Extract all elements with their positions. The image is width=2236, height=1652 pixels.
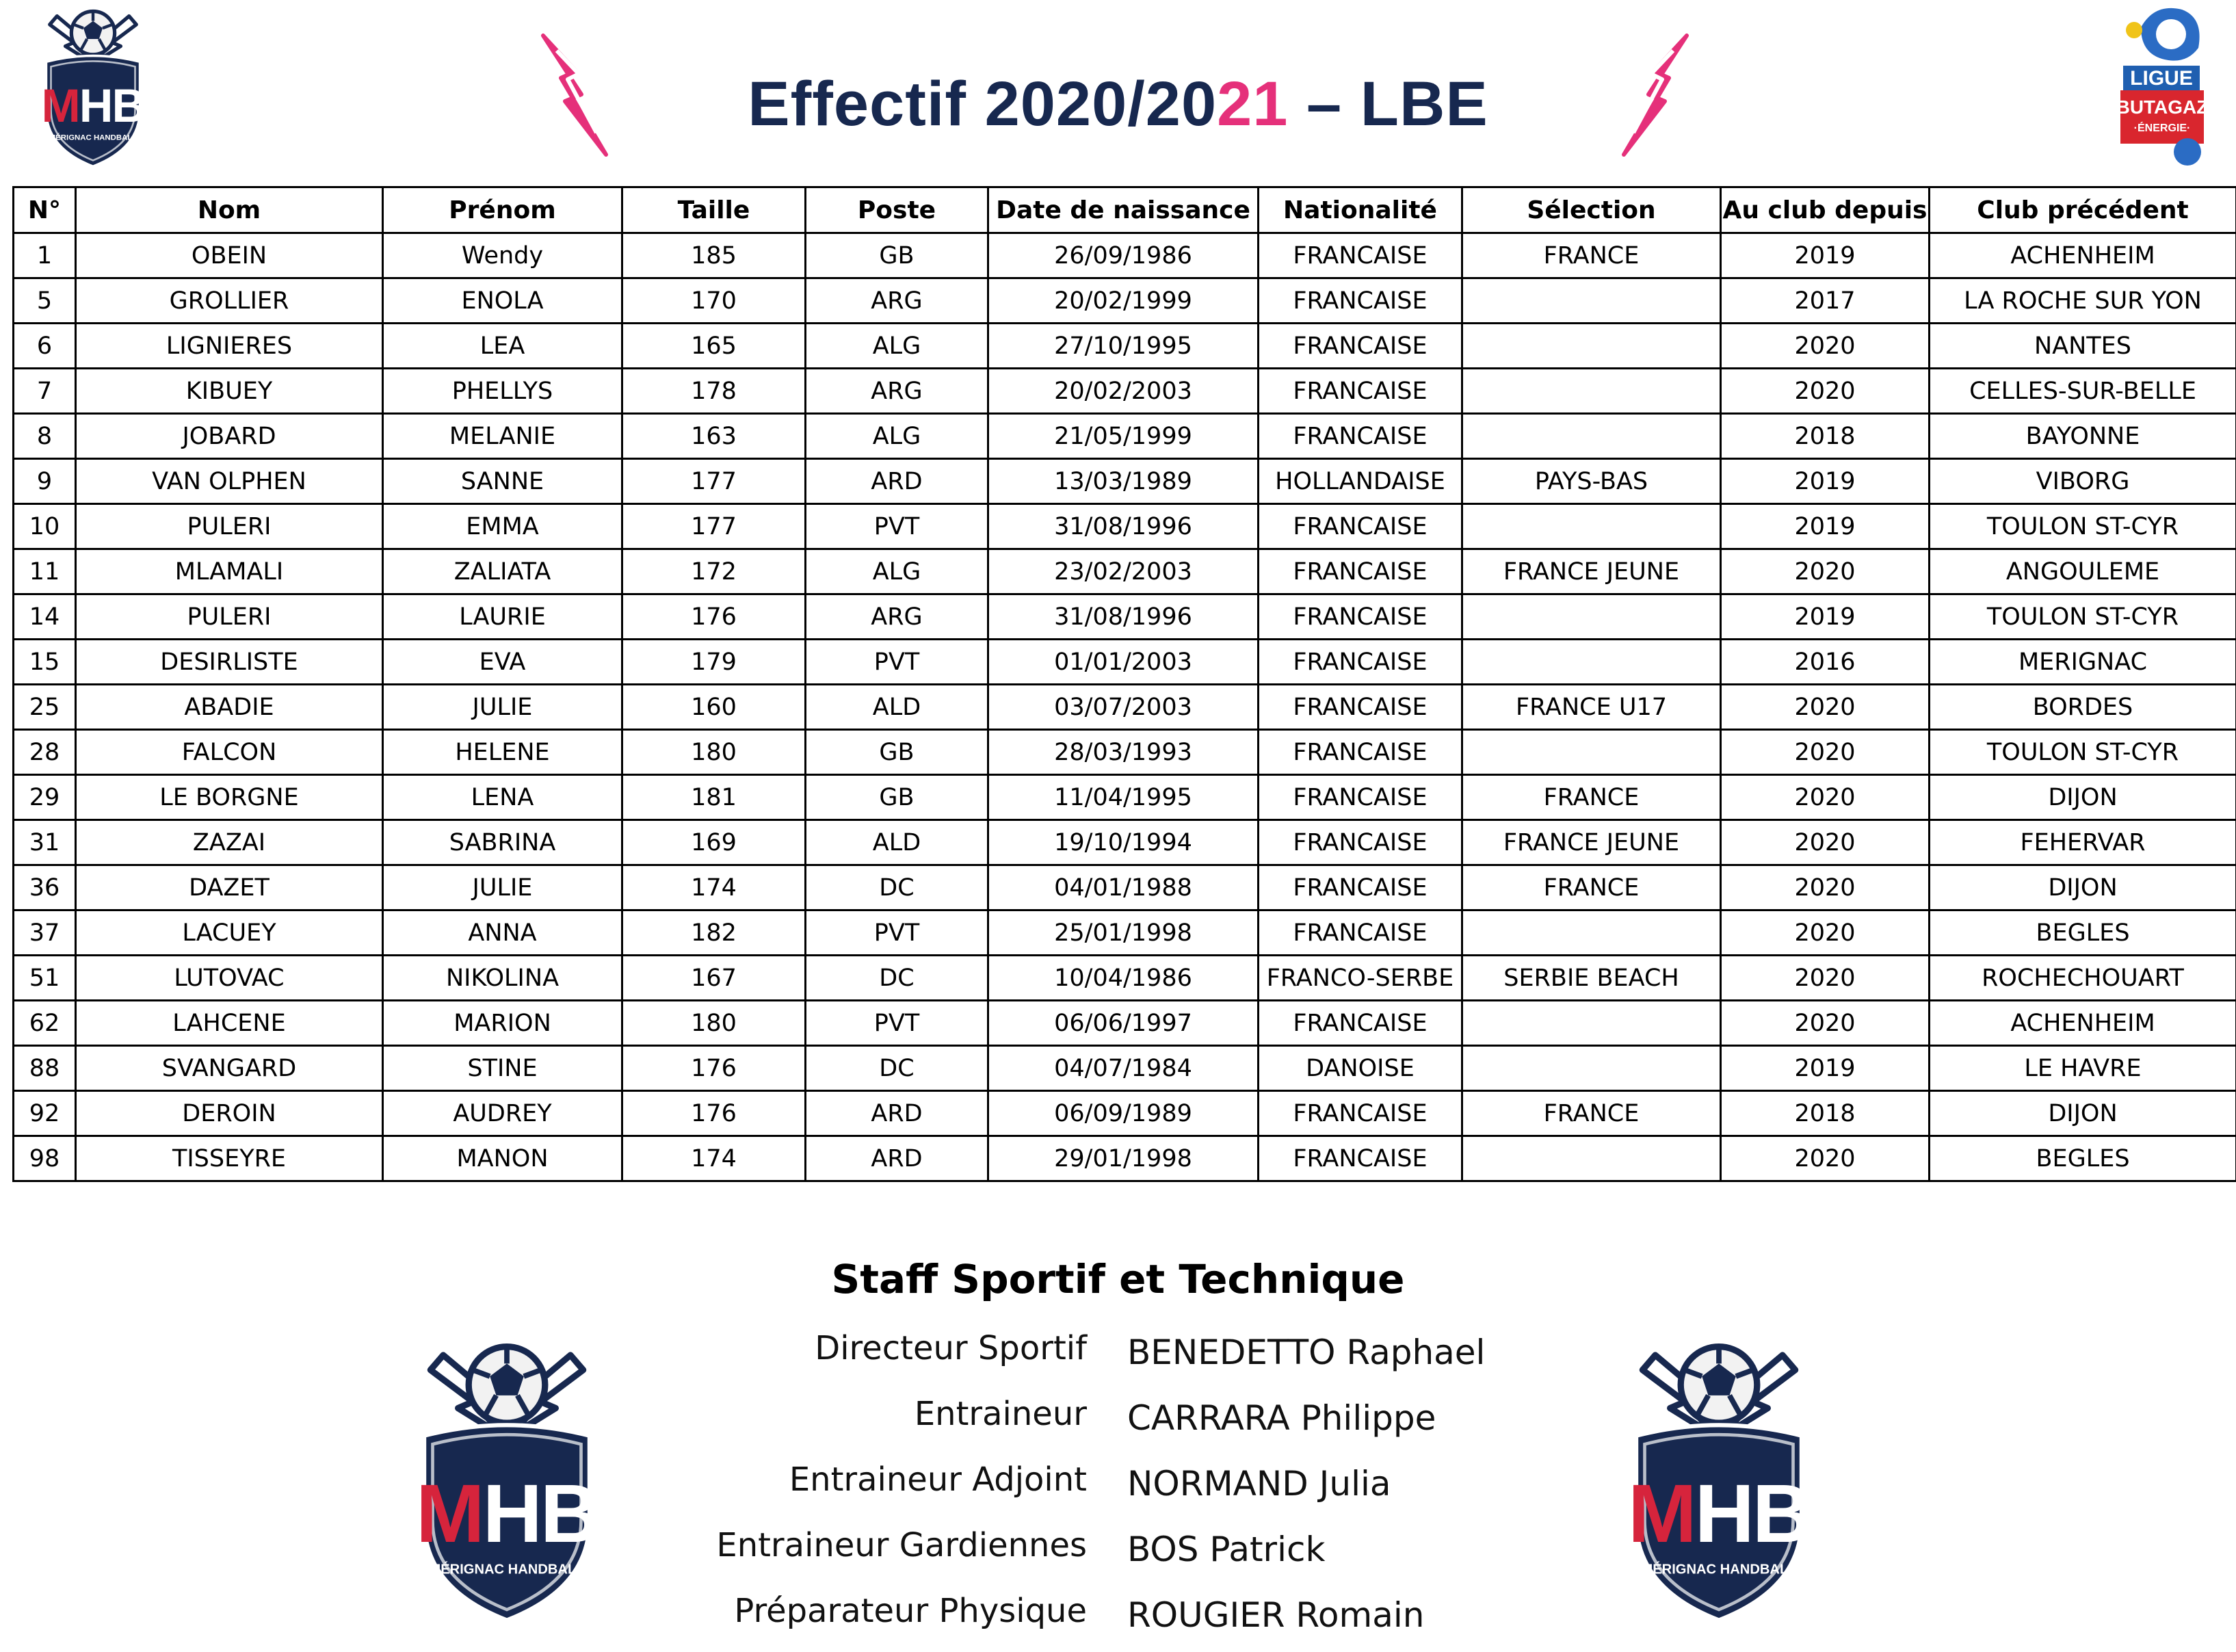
table-row <box>14 640 2236 685</box>
cell-nom: DESIRLISTE <box>76 640 383 685</box>
cell-club-precedent: ACHENHEIM <box>1930 1001 2236 1046</box>
cell-club-precedent: DIJON <box>1930 1091 2236 1136</box>
cell-nom: DEROIN <box>76 1091 383 1136</box>
cell-poste: DC <box>806 865 988 910</box>
cell-au-club-depuis: 2020 <box>1721 820 1930 865</box>
table-row <box>14 414 2236 459</box>
staff-name-1: BENEDETTO Raphael <box>1127 1333 1486 1372</box>
cell-date-naissance: 29/01/1998 <box>988 1136 1259 1181</box>
cell-au-club-depuis: 2020 <box>1721 549 1930 594</box>
cell-number: 7 <box>14 369 76 414</box>
column-header-nationalite: Nationalité <box>1259 187 1462 233</box>
cell-club-precedent: BAYONNE <box>1930 414 2236 459</box>
cell-au-club-depuis: 2020 <box>1721 369 1930 414</box>
cell-nom: LIGNIERES <box>76 324 383 369</box>
cell-au-club-depuis: 2020 <box>1721 956 1930 1001</box>
cell-nationalite: FRANCAISE <box>1259 504 1462 549</box>
cell-prenom: EVA <box>383 640 622 685</box>
table-row <box>14 865 2236 910</box>
cell-club-precedent: ACHENHEIM <box>1930 233 2236 278</box>
cell-prenom: NIKOLINA <box>383 956 622 1001</box>
staff-name-3: NORMAND Julia <box>1127 1464 1391 1504</box>
cell-au-club-depuis: 2020 <box>1721 324 1930 369</box>
cell-date-naissance: 31/08/1996 <box>988 504 1259 549</box>
cell-nom: TISSEYRE <box>76 1136 383 1181</box>
cell-selection: FRANCE <box>1462 1091 1721 1136</box>
cell-club-precedent: TOULON ST-CYR <box>1930 730 2236 775</box>
cell-number: 29 <box>14 775 76 820</box>
cell-date-naissance: 25/01/1998 <box>988 910 1259 956</box>
cell-number: 31 <box>14 820 76 865</box>
column-header-date-naissance: Date de naissance <box>988 187 1259 233</box>
cell-selection: PAYS-BAS <box>1462 459 1721 504</box>
cell-nationalite: FRANCAISE <box>1259 640 1462 685</box>
cell-selection: SERBIE BEACH <box>1462 956 1721 1001</box>
cell-taille: 170 <box>622 278 806 324</box>
cell-nationalite: DANOISE <box>1259 1046 1462 1091</box>
cell-selection: FRANCE <box>1462 775 1721 820</box>
cell-poste: ARG <box>806 278 988 324</box>
cell-au-club-depuis: 2016 <box>1721 640 1930 685</box>
cell-prenom: ANNA <box>383 910 622 956</box>
cell-date-naissance: 13/03/1989 <box>988 459 1259 504</box>
cell-number: 37 <box>14 910 76 956</box>
cell-selection <box>1462 504 1721 549</box>
column-header-nom: Nom <box>76 187 383 233</box>
cell-taille: 179 <box>622 640 806 685</box>
cell-prenom: MARION <box>383 1001 622 1046</box>
cell-nom: VAN OLPHEN <box>76 459 383 504</box>
cell-date-naissance: 01/01/2003 <box>988 640 1259 685</box>
cell-selection: FRANCE <box>1462 865 1721 910</box>
cell-club-precedent: ROCHECHOUART <box>1930 956 2236 1001</box>
cell-prenom: LENA <box>383 775 622 820</box>
cell-nationalite: FRANCAISE <box>1259 414 1462 459</box>
cell-number: 11 <box>14 549 76 594</box>
table-row <box>14 820 2236 865</box>
cell-nom: KIBUEY <box>76 369 383 414</box>
cell-nationalite: FRANCAISE <box>1259 1001 1462 1046</box>
table-row <box>14 324 2236 369</box>
cell-poste: GB <box>806 730 988 775</box>
cell-nom: LUTOVAC <box>76 956 383 1001</box>
cell-date-naissance: 04/01/1988 <box>988 865 1259 910</box>
cell-nom: PULERI <box>76 504 383 549</box>
table-header-row <box>14 187 2236 233</box>
cell-poste: PVT <box>806 1001 988 1046</box>
staff-role-5: Préparateur Physique <box>734 1592 1087 1630</box>
cell-number: 5 <box>14 278 76 324</box>
cell-nationalite: FRANCAISE <box>1259 278 1462 324</box>
cell-club-precedent: CELLES-SUR-BELLE <box>1930 369 2236 414</box>
cell-nationalite: FRANCAISE <box>1259 820 1462 865</box>
table-row <box>14 369 2236 414</box>
cell-prenom: ENOLA <box>383 278 622 324</box>
cell-au-club-depuis: 2020 <box>1721 1001 1930 1046</box>
cell-prenom: LAURIE <box>383 594 622 640</box>
cell-selection <box>1462 369 1721 414</box>
cell-selection <box>1462 278 1721 324</box>
cell-poste: DC <box>806 956 988 1001</box>
table-row <box>14 1091 2236 1136</box>
cell-club-precedent: VIBORG <box>1930 459 2236 504</box>
cell-poste: ARG <box>806 594 988 640</box>
cell-date-naissance: 31/08/1996 <box>988 594 1259 640</box>
cell-au-club-depuis: 2020 <box>1721 685 1930 730</box>
cell-club-precedent: NANTES <box>1930 324 2236 369</box>
cell-number: 15 <box>14 640 76 685</box>
cell-poste: ALD <box>806 685 988 730</box>
cell-date-naissance: 20/02/2003 <box>988 369 1259 414</box>
cell-date-naissance: 19/10/1994 <box>988 820 1259 865</box>
cell-prenom: SANNE <box>383 459 622 504</box>
cell-number: 14 <box>14 594 76 640</box>
table-row <box>14 504 2236 549</box>
cell-number: 25 <box>14 685 76 730</box>
cell-poste: ALD <box>806 820 988 865</box>
cell-au-club-depuis: 2020 <box>1721 1136 1930 1181</box>
cell-nationalite: FRANCAISE <box>1259 233 1462 278</box>
roster-table <box>12 186 2236 1182</box>
cell-selection <box>1462 730 1721 775</box>
cell-poste: ARD <box>806 1091 988 1136</box>
mhb-logo-bottom-right-icon <box>1613 1334 1825 1631</box>
table-row <box>14 594 2236 640</box>
cell-nom: LE BORGNE <box>76 775 383 820</box>
cell-number: 88 <box>14 1046 76 1091</box>
cell-nom: OBEIN <box>76 233 383 278</box>
cell-club-precedent: MERIGNAC <box>1930 640 2236 685</box>
staff-title: Staff Sportif et Technique <box>831 1256 1405 1302</box>
cell-number: 10 <box>14 504 76 549</box>
table-row <box>14 1136 2236 1181</box>
column-header-poste: Poste <box>806 187 988 233</box>
cell-nationalite: FRANCAISE <box>1259 775 1462 820</box>
cell-poste: ARD <box>806 459 988 504</box>
mhb-logo-bottom-left-icon <box>401 1334 613 1631</box>
cell-prenom: Wendy <box>383 233 622 278</box>
cell-date-naissance: 03/07/2003 <box>988 685 1259 730</box>
lightning-bolt-icon <box>1614 30 1696 160</box>
cell-nom: JOBARD <box>76 414 383 459</box>
cell-nationalite: FRANCAISE <box>1259 369 1462 414</box>
cell-prenom: AUDREY <box>383 1091 622 1136</box>
cell-taille: 178 <box>622 369 806 414</box>
cell-selection <box>1462 324 1721 369</box>
cell-taille: 169 <box>622 820 806 865</box>
cell-taille: 177 <box>622 459 806 504</box>
cell-date-naissance: 23/02/2003 <box>988 549 1259 594</box>
cell-au-club-depuis: 2019 <box>1721 1046 1930 1091</box>
cell-date-naissance: 06/09/1989 <box>988 1091 1259 1136</box>
cell-au-club-depuis: 2018 <box>1721 1091 1930 1136</box>
cell-taille: 174 <box>622 865 806 910</box>
staff-role-4: Entraineur Gardiennes <box>716 1526 1087 1564</box>
column-header-prenom: Prénom <box>383 187 622 233</box>
cell-taille: 176 <box>622 594 806 640</box>
column-header-taille: Taille <box>622 187 806 233</box>
cell-taille: 176 <box>622 1046 806 1091</box>
cell-taille: 182 <box>622 910 806 956</box>
cell-selection <box>1462 640 1721 685</box>
cell-poste: PVT <box>806 504 988 549</box>
svg-text:·ÉNERGIE·: ·ÉNERGIE· <box>2133 122 2191 134</box>
cell-club-precedent: FEHERVAR <box>1930 820 2236 865</box>
cell-number: 6 <box>14 324 76 369</box>
cell-nationalite: FRANCAISE <box>1259 910 1462 956</box>
cell-poste: ALG <box>806 324 988 369</box>
cell-nationalite: FRANCAISE <box>1259 685 1462 730</box>
cell-selection <box>1462 910 1721 956</box>
cell-nom: SVANGARD <box>76 1046 383 1091</box>
svg-text:LIGUE: LIGUE <box>2130 67 2193 90</box>
cell-number: 62 <box>14 1001 76 1046</box>
table-row <box>14 549 2236 594</box>
table-row <box>14 459 2236 504</box>
column-header-number: N° <box>14 187 76 233</box>
cell-taille: 181 <box>622 775 806 820</box>
cell-nom: GROLLIER <box>76 278 383 324</box>
cell-number: 98 <box>14 1136 76 1181</box>
column-header-au-club-depuis: Au club depuis <box>1721 187 1930 233</box>
cell-au-club-depuis: 2017 <box>1721 278 1930 324</box>
cell-poste: ARG <box>806 369 988 414</box>
cell-number: 1 <box>14 233 76 278</box>
cell-number: 8 <box>14 414 76 459</box>
cell-date-naissance: 06/06/1997 <box>988 1001 1259 1046</box>
cell-poste: DC <box>806 1046 988 1091</box>
cell-nom: DAZET <box>76 865 383 910</box>
cell-date-naissance: 10/04/1986 <box>988 956 1259 1001</box>
staff-name-4: BOS Patrick <box>1127 1530 1326 1569</box>
cell-prenom: SABRINA <box>383 820 622 865</box>
cell-prenom: MANON <box>383 1136 622 1181</box>
cell-prenom: ZALIATA <box>383 549 622 594</box>
cell-au-club-depuis: 2020 <box>1721 730 1930 775</box>
cell-au-club-depuis: 2019 <box>1721 594 1930 640</box>
cell-poste: PVT <box>806 910 988 956</box>
cell-selection <box>1462 1001 1721 1046</box>
cell-prenom: LEA <box>383 324 622 369</box>
cell-nationalite: FRANCAISE <box>1259 730 1462 775</box>
table-row <box>14 1001 2236 1046</box>
cell-prenom: PHELLYS <box>383 369 622 414</box>
table-row <box>14 278 2236 324</box>
column-header-selection: Sélection <box>1462 187 1721 233</box>
cell-selection <box>1462 1046 1721 1091</box>
staff-role-1: Directeur Sportif <box>815 1329 1087 1367</box>
cell-nom: LACUEY <box>76 910 383 956</box>
cell-nationalite: FRANCAISE <box>1259 1136 1462 1181</box>
cell-au-club-depuis: 2018 <box>1721 414 1930 459</box>
cell-number: 51 <box>14 956 76 1001</box>
cell-prenom: JULIE <box>383 685 622 730</box>
cell-selection <box>1462 594 1721 640</box>
cell-number: 9 <box>14 459 76 504</box>
cell-nom: FALCON <box>76 730 383 775</box>
cell-au-club-depuis: 2020 <box>1721 865 1930 910</box>
cell-poste: ALG <box>806 549 988 594</box>
cell-club-precedent: LA ROCHE SUR YON <box>1930 278 2236 324</box>
cell-selection: FRANCE JEUNE <box>1462 820 1721 865</box>
table-row <box>14 685 2236 730</box>
table-row <box>14 956 2236 1001</box>
cell-club-precedent: DIJON <box>1930 865 2236 910</box>
cell-poste: PVT <box>806 640 988 685</box>
cell-poste: ALG <box>806 414 988 459</box>
cell-club-precedent: LE HAVRE <box>1930 1046 2236 1091</box>
cell-taille: 185 <box>622 233 806 278</box>
staff-name-2: CARRARA Philippe <box>1127 1398 1436 1438</box>
cell-number: 36 <box>14 865 76 910</box>
cell-taille: 165 <box>622 324 806 369</box>
cell-au-club-depuis: 2019 <box>1721 504 1930 549</box>
cell-taille: 172 <box>622 549 806 594</box>
cell-date-naissance: 27/10/1995 <box>988 324 1259 369</box>
cell-poste: GB <box>806 233 988 278</box>
cell-date-naissance: 20/02/1999 <box>988 278 1259 324</box>
cell-number: 28 <box>14 730 76 775</box>
cell-au-club-depuis: 2020 <box>1721 910 1930 956</box>
ligue-butagaz-energie-logo-icon <box>2114 0 2209 171</box>
cell-taille: 167 <box>622 956 806 1001</box>
cell-date-naissance: 21/05/1999 <box>988 414 1259 459</box>
cell-taille: 176 <box>622 1091 806 1136</box>
cell-nationalite: FRANCAISE <box>1259 324 1462 369</box>
cell-nom: PULERI <box>76 594 383 640</box>
cell-prenom: HELENE <box>383 730 622 775</box>
page-title: Effectif 2020/2021 – LBE <box>748 69 1488 139</box>
cell-selection: FRANCE U17 <box>1462 685 1721 730</box>
cell-club-precedent: BEGLES <box>1930 910 2236 956</box>
cell-prenom: EMMA <box>383 504 622 549</box>
cell-prenom: MELANIE <box>383 414 622 459</box>
cell-prenom: JULIE <box>383 865 622 910</box>
cell-nom: ABADIE <box>76 685 383 730</box>
column-header-club-precedent: Club précédent <box>1930 187 2236 233</box>
cell-nationalite: FRANCAISE <box>1259 1091 1462 1136</box>
cell-nationalite: FRANCO-SERBE <box>1259 956 1462 1001</box>
table-row <box>14 730 2236 775</box>
cell-nom: MLAMALI <box>76 549 383 594</box>
cell-selection <box>1462 1136 1721 1181</box>
cell-club-precedent: ANGOULEME <box>1930 549 2236 594</box>
cell-date-naissance: 28/03/1993 <box>988 730 1259 775</box>
cell-date-naissance: 04/07/1984 <box>988 1046 1259 1091</box>
cell-date-naissance: 11/04/1995 <box>988 775 1259 820</box>
cell-taille: 177 <box>622 504 806 549</box>
cell-taille: 160 <box>622 685 806 730</box>
cell-nationalite: HOLLANDAISE <box>1259 459 1462 504</box>
cell-nationalite: FRANCAISE <box>1259 594 1462 640</box>
cell-taille: 163 <box>622 414 806 459</box>
table-row <box>14 775 2236 820</box>
table-row <box>14 233 2236 278</box>
cell-selection: FRANCE JEUNE <box>1462 549 1721 594</box>
cell-nom: ZAZAI <box>76 820 383 865</box>
table-row <box>14 910 2236 956</box>
cell-club-precedent: TOULON ST-CYR <box>1930 594 2236 640</box>
cell-nom: LAHCENE <box>76 1001 383 1046</box>
cell-au-club-depuis: 2020 <box>1721 775 1930 820</box>
cell-prenom: STINE <box>383 1046 622 1091</box>
cell-club-precedent: TOULON ST-CYR <box>1930 504 2236 549</box>
table-row <box>14 1046 2236 1091</box>
cell-date-naissance: 26/09/1986 <box>988 233 1259 278</box>
cell-club-precedent: BORDES <box>1930 685 2236 730</box>
cell-club-precedent: DIJON <box>1930 775 2236 820</box>
cell-poste: ARD <box>806 1136 988 1181</box>
staff-role-2: Entraineur <box>914 1395 1087 1433</box>
cell-nationalite: FRANCAISE <box>1259 549 1462 594</box>
cell-au-club-depuis: 2019 <box>1721 233 1930 278</box>
cell-au-club-depuis: 2019 <box>1721 459 1930 504</box>
cell-taille: 180 <box>622 1001 806 1046</box>
staff-name-5: ROUGIER Romain <box>1127 1595 1425 1635</box>
cell-nationalite: FRANCAISE <box>1259 865 1462 910</box>
staff-role-3: Entraineur Adjoint <box>789 1460 1087 1499</box>
svg-text:BUTAGAZ: BUTAGAZ <box>2116 96 2209 118</box>
cell-taille: 180 <box>622 730 806 775</box>
cell-club-precedent: BEGLES <box>1930 1136 2236 1181</box>
cell-taille: 174 <box>622 1136 806 1181</box>
cell-number: 92 <box>14 1091 76 1136</box>
cell-poste: GB <box>806 775 988 820</box>
cell-selection: FRANCE <box>1462 233 1721 278</box>
cell-selection <box>1462 414 1721 459</box>
